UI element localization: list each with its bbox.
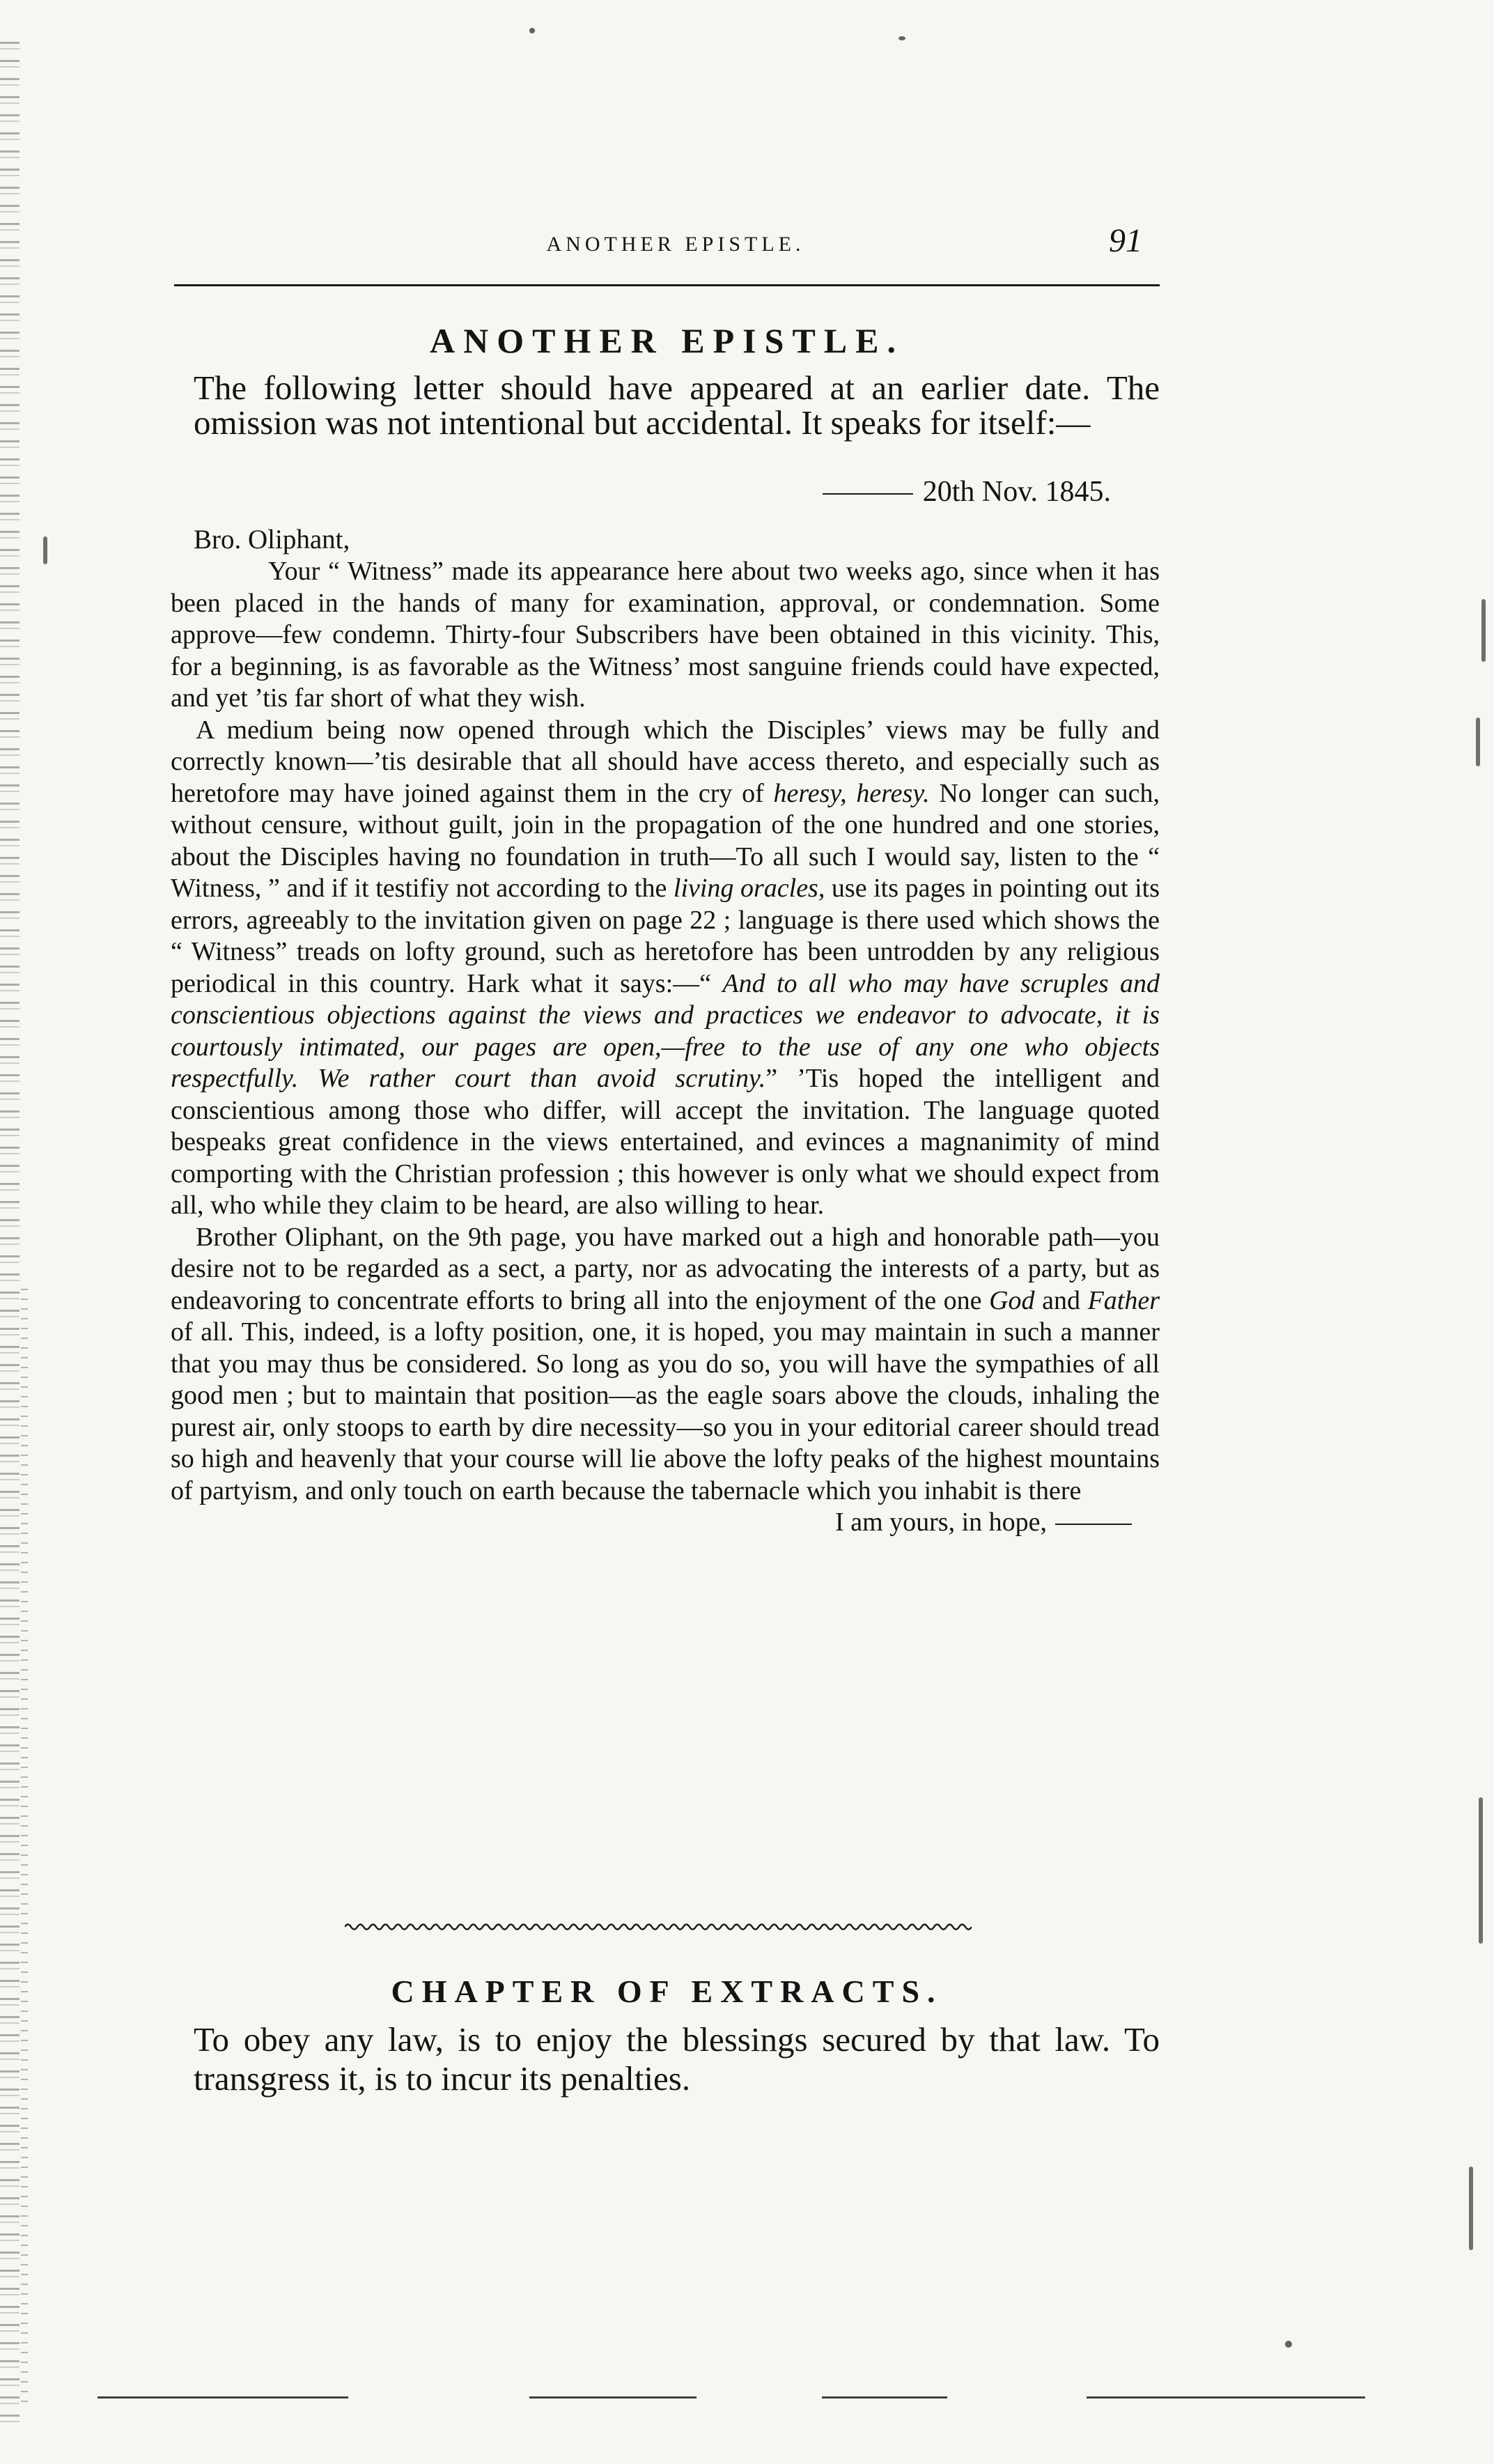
italic-run: God bbox=[989, 1285, 1035, 1315]
italic-run: living oracles, bbox=[673, 874, 825, 903]
text-run: use its pages in pointing out its errors, agreeably to the invitation given on page 22 ; language is there used which shows the “ Witness” treads on lofty ground, such as heretofore has been untrodden by any religious periodical in this country. Hark what it says:—“ bbox=[171, 874, 1160, 998]
edge-mark bbox=[43, 536, 47, 564]
closing-text: I am yours, in hope, bbox=[835, 1508, 1047, 1537]
chapter-text: To obey any law, is to enjoy the blessings secured by that law. To transgress it, is to incur its penalties. bbox=[194, 2020, 1160, 2098]
date-dash bbox=[823, 493, 913, 495]
page-number: 91 bbox=[1109, 222, 1142, 259]
text-run: A medium being now opened through which the Disciples’ views may be fully and correctly known—’tis desirable that all should have access thereto, and especially such as heretofore may have joined against them in the cry of bbox=[171, 715, 1160, 808]
running-title: ANOTHER EPISTLE. bbox=[546, 233, 805, 256]
page-edge-left-inner bbox=[21, 1289, 28, 2403]
bottom-rule bbox=[822, 2396, 947, 2399]
date-line bbox=[174, 475, 1111, 509]
header-rule bbox=[174, 284, 1160, 286]
ink-speck bbox=[1285, 2341, 1292, 2348]
text-run: of all. This, indeed, is a lofty position, one, it is hoped, you may maintain in such a manner that you may thus be considered. So long as you do so, you will have the sympathies of all good men ; but to maintain that position—as the eagle soars above the clouds, inhaling the purest air, only stoops to earth by dire necessity—so you in your editorial career should tread so high and heavenly that your course will lie above the lofty peaks of the highest mountains of partyism, and only touch on earth because the tabernacle which you inhabit is there bbox=[171, 1317, 1160, 1505]
text-run: Your “ Witness” made its appearance here about two weeks ago, since when it has been placed in the hands of many for examination, approval, or condemnation. Some approve—few condemn. Thirty-four Subscribers have been obtained in this vicinity. This, for a beginning, is as favorable as the Witness’ most sanguine friends could have expected, and yet ’tis far short of what they wish. bbox=[171, 557, 1160, 713]
chapter-heading: CHAPTER OF EXTRACTS. bbox=[391, 1974, 943, 2009]
intro-text: The following letter should have appeared at an earlier date. The omission was not intentional but accidental. It speaks for itself:— bbox=[194, 369, 1160, 442]
letter-paragraph bbox=[171, 715, 1160, 1222]
edge-mark bbox=[1476, 718, 1480, 766]
italic-run: Father bbox=[1087, 1285, 1160, 1315]
italic-run: And to all who may have scruples and conscientious objections against the views and practices we endeavor to advocate, it is courtously intimated, our pages are open,—free to the use of any one who objects respectfully. We rather court than avoid scrutiny. bbox=[171, 968, 1160, 1093]
text-run: and bbox=[1034, 1285, 1088, 1315]
page-edge-left bbox=[0, 42, 20, 2424]
article-heading: ANOTHER EPISTLE. bbox=[429, 321, 904, 360]
article-intro bbox=[194, 371, 1160, 440]
letter-closing bbox=[171, 1507, 1160, 1539]
edge-mark bbox=[1469, 2167, 1473, 2250]
edge-mark bbox=[1481, 599, 1486, 662]
salutation: Bro. Oliphant, bbox=[194, 525, 350, 555]
closing-dash bbox=[1055, 1524, 1132, 1525]
ink-speck bbox=[898, 36, 905, 40]
bottom-rule bbox=[98, 2396, 348, 2399]
bottom-rule bbox=[1087, 2396, 1365, 2399]
section-divider bbox=[345, 1920, 972, 1934]
text-run: Brother Oliphant, on the 9th page, you have marked out a high and honorable path—you desire not to be regarded as a sect, a party, nor as advocating the interests of a party, but as endeavoring to concentrate efforts to bring all into the enjoyment of the one bbox=[171, 1222, 1160, 1315]
text-run: ” ’Tis hoped the intelligent and conscientious among those who differ, will accept the invitation. The language quoted bespeaks great confidence in the views entertained, and evinces a magnanimity of mind comporting with the Christian profession ; this however is only what we should expect from all, who while they claim to be heard, are also willing to hear. bbox=[171, 1064, 1160, 1220]
edge-mark bbox=[1479, 1797, 1483, 1944]
letter-paragraph bbox=[171, 1222, 1160, 1539]
italic-run: heresy, heresy. bbox=[773, 778, 930, 808]
bottom-rule bbox=[529, 2396, 697, 2399]
text-run: No longer can such, without censure, without guilt, join in the propagation of the one hundred and one stories, about the Disciples having no foundation in truth—To all such I would say, listen to the “ Witness, ” and if it testifiy not according to the bbox=[171, 778, 1160, 903]
letter-paragraph bbox=[171, 556, 1160, 715]
ink-speck bbox=[529, 28, 535, 33]
letter-date: 20th Nov. 1845. bbox=[922, 476, 1111, 508]
running-head bbox=[188, 222, 1163, 270]
letter-body bbox=[171, 556, 1160, 1539]
